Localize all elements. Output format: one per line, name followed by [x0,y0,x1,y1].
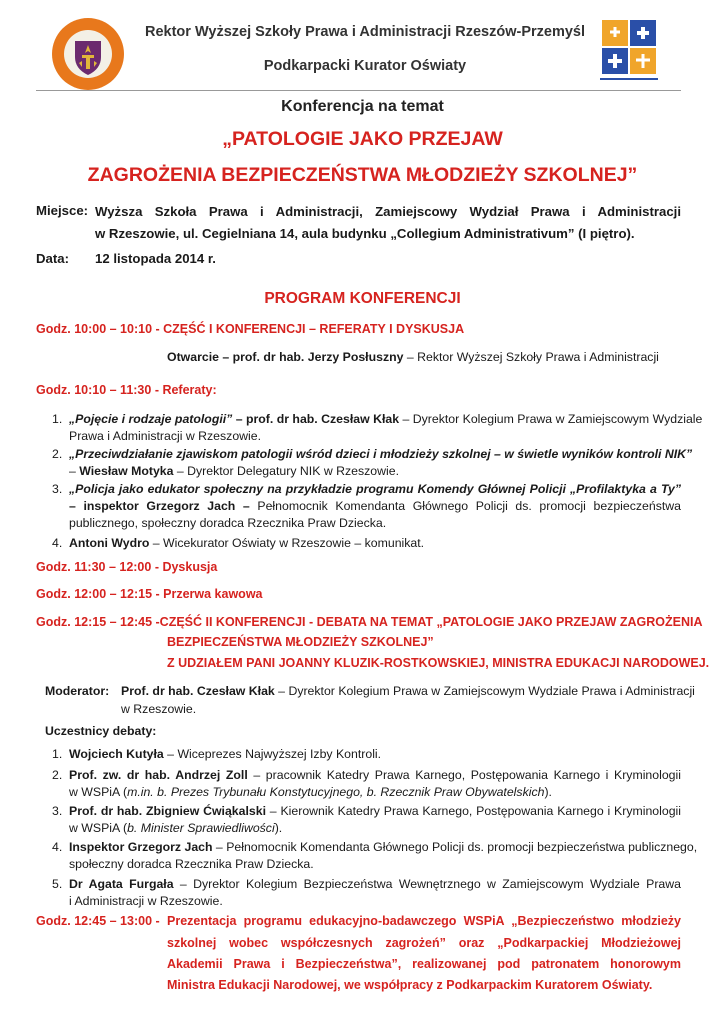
talk-2-number: 2. [52,447,63,461]
talk-1-line-1 [69,412,702,426]
participant-2-note-open: w WSPiA ( [69,785,128,799]
slot-2-time: Godz. 10:10 – 11:30 [36,383,152,397]
slot-5 [36,615,703,629]
participant-3-role: – Kierownik Katedry Prawa Karnego, Postępowania Karnego i Kryminologii [266,804,681,818]
participant-3-line-2 [69,821,282,835]
venue-line-2: w Rzeszowie, ul. Cegielniana 14, aula budynku „Collegium Administrativum” (I piętro). [95,226,635,241]
moderator-label: Moderator: [45,684,110,698]
participant-2-note: m.in. b. Prezes Trybunału Konstytucyjnego, b. Rzecznik Praw Obywatelskich [127,785,545,799]
moderator-role: – Dyrektor Kolegium Prawa w Zamiejscowym Wydziale Prawa i Administracji [274,684,695,698]
talk-4-role: – Wicekurator Oświaty w Rzeszowie – komunikat. [149,536,425,550]
slot-1-title: CZĘŚĆ I KONFERENCJI – REFERATY I DYSKUSJA [163,322,465,336]
participant-1-name: Wojciech Kutyła [69,747,164,761]
slot-5-time: Godz. 12:15 – 12:45 [36,615,153,629]
talk-1-line-2: Prawa i Administracji w Rzeszowie. [69,429,262,443]
slot-6-line-3: Akademii Prawa i Bezpieczeństwa”, realizowanej pod patronatem honorowym [167,957,681,971]
slot-2-title: Referaty: [162,383,217,397]
talk-2-line-2 [69,464,399,478]
date-value: 12 listopada 2014 r. [95,251,216,266]
talk-1-role: – Dyrektor Kolegium Prawa w Zamiejscowym Wydziale [399,412,703,426]
participant-3-note-close: ). [274,821,283,835]
participant-5-number: 5. [52,877,63,891]
talk-3-line-3: publicznego, społeczny doradca Rzecznika Praw Dziecka. [69,516,387,530]
kuratorium-logo [600,18,658,88]
talk-2-title: „Przeciwdziałanie zjawiskom patologii wśród dzieci i młodzieży szkolnej – w świetle wyników kontroli NIK” [69,447,693,461]
rector-heading: Rektor Wyższej Szkoły Prawa i Administracji Rzeszów-Przemyśl [145,24,585,40]
participant-1 [69,747,381,761]
participant-3-name: Prof. dr hab. Zbigniew Ćwiąkalski [69,804,266,818]
talk-4-line [69,536,424,550]
slot-6-time [36,914,160,928]
slot-3: Godz. 11:30 – 12:00 - Dyskusja [36,560,218,574]
conference-label: Konferencja na temat [281,98,444,115]
talk-1-title: „Pojęcie i rodzaje patologii” [69,412,233,426]
participant-2-name: Prof. zw. dr hab. Andrzej Zoll [69,768,248,782]
participant-5-role: – Dyrektor Kolegium Bezpieczeństwa Wewnętrznego w Zamiejscowym Wydziale Prawa [173,877,681,891]
participant-2-number: 2. [52,768,63,782]
venue-label: Miejsce: [36,203,89,218]
slot-1: Godz. 10:00 – 10:10 - CZĘŚĆ I KONFERENCJI – REFERATY I DYSKUSJA [36,322,465,336]
slot-3-title: Dyskusja [162,560,218,574]
talk-1-number: 1. [52,412,63,426]
slot-6-time-text: Godz. 12:45 – 13:00 [36,914,153,928]
participant-1-role: – Wiceprezes Najwyższej Izby Kontroli. [163,747,382,761]
slot-3-time: Godz. 11:30 – 12:00 [36,560,152,574]
date-label: Data: [36,251,69,266]
slot-4-time: Godz. 12:00 – 12:15 [36,587,153,601]
program-heading: PROGRAM KONFERENCJI [264,290,461,307]
conference-title-line-2: ZAGROŻENIA BEZPIECZEŃSTWA MŁODZIEŻY SZKOLNEJ” [87,164,638,186]
participant-3-note: b. Minister Sprawiedliwości [127,821,275,835]
participant-4-name: Inspektor Grzegorz Jach [69,840,213,854]
opening-speaker: Otwarcie – prof. dr hab. Jerzy Posłuszny [167,350,404,364]
slot-5-line-1: -CZĘŚĆ II KONFERENCJI - DEBATA NA TEMAT „PATOLOGIE JAKO PRZEJAW ZAGROŻENIA [155,615,703,629]
participant-2-line-2 [69,785,552,799]
participants-label: Uczestnicy debaty: [45,724,157,738]
participant-3-number: 3. [52,804,63,818]
slot-4: Godz. 12:00 – 12:15 - Przerwa kawowa [36,587,263,601]
slot-6-line-1: Prezentacja programu edukacyjno-badawczego WSPiA „Bezpieczeństwo młodzieży [167,914,681,928]
venue-line-1: Wyższa Szkoła Prawa i Administracji, Zamiejscowy Wydział Prawa i Administracji [95,204,681,219]
participant-2-role: – pracownik Katedry Prawa Karnego, Postępowania Karnego i Kryminologii [247,768,681,782]
slot-4-title: Przerwa kawowa [163,587,263,601]
talk-4-number: 4. [52,536,63,550]
slot-5-line-2: BEZPIECZEŃSTWA MŁODZIEŻY SZKOLNEJ” [167,635,434,649]
talk-2-role: – Dyrektor Delegatury NIK w Rzeszowie. [173,464,399,478]
slot-6-dash: - [155,914,160,928]
page-header [0,0,725,96]
opening-role: – Rektor Wyższej Szkoły Prawa i Administracji [403,350,659,364]
participant-3-line-1 [69,804,681,818]
header-divider [36,90,681,91]
participant-1-number: 1. [52,747,63,761]
opening-line [167,350,659,364]
participant-4-number: 4. [52,840,63,854]
university-seal-logo [51,17,125,91]
participant-4-line-1 [69,840,698,854]
conference-title-line-1: „PATOLOGIE JAKO PRZEJAW [222,128,503,150]
talk-3-line-2 [69,499,681,513]
participant-5-line-1 [69,877,681,891]
talk-2-dash: – [69,464,80,478]
talk-3-title: „Policja jako edukator społeczny na przykładzie programu Komendy Głównej Policji „Profilaktyka a Ty” [69,482,681,496]
moderator-line-1 [121,684,695,698]
participant-5-name: Dr Agata Furgała [69,877,174,891]
curator-heading: Podkarpacki Kurator Oświaty [263,58,467,74]
talk-1-speaker: – prof. dr hab. Czesław Kłak [232,412,400,426]
moderator-line-2: w Rzeszowie. [121,702,197,716]
participant-4-line-2: społeczny doradca Rzecznika Praw Dziecka. [69,857,314,871]
talk-4-speaker: Antoni Wydro [69,536,150,550]
slot-6-line-2: szkolnej wobec współczesnych zagrożeń” oraz „Podkarpackiej Młodzieżowej [167,936,681,950]
participant-3-note-open: w WSPiA ( [69,821,128,835]
talk-3-role: Pełnomocnik Komendanta Głównego Policji ds. promocji bezpieczeństwa [249,499,681,513]
slot-5-line-3: Z UDZIAŁEM PANI JOANNY KLUZIK-ROSTKOWSKIEJ, MINISTRA EDUKACJI NARODOWEJ. [167,656,710,670]
participant-2-line-1 [69,768,681,782]
slot-1-time: Godz. 10:00 – 10:10 [36,322,153,336]
talk-3-number: 3. [52,482,63,496]
participant-5-line-2: i Administracji w Rzeszowie. [69,894,223,908]
moderator-name: Prof. dr hab. Czesław Kłak [121,684,275,698]
slot-2: Godz. 10:10 – 11:30 - Referaty: [36,383,217,397]
slot-6-line-4: Ministra Edukacji Narodowej, we współpracy z Podkarpackim Kuratorem Oświaty. [167,978,653,992]
talk-2-speaker: Wiesław Motyka [79,464,174,478]
participant-2-note-close: ). [544,785,552,799]
talk-3-speaker: – inspektor Grzegorz Jach – [69,499,250,513]
participant-4-role: – Pełnomocnik Komendanta Głównego Policji ds. promocji bezpieczeństwa publicznego, [212,840,698,854]
